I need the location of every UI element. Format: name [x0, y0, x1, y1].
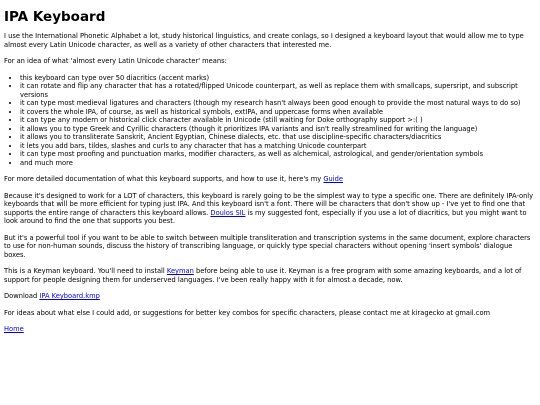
idea-lead-paragraph: For an idea of what 'almost every Latin Unicode character' means:	[4, 57, 227, 66]
list-item: • and much more	[20, 159, 535, 168]
home-link[interactable]: Home	[4, 325, 24, 334]
list-item: • it can type most medieval ligatures and characters (though my research hasn't always been good enough to provide the most natural ways to do so)	[20, 99, 535, 108]
guide-paragraph	[4, 175, 535, 184]
keyman-text-after: before being able to use it. Keyman is a free program with some amazing keyboards, and a lot of support for people designing them for underserved languages. I've been really happy with it for almost a decade, now.	[4, 267, 522, 284]
caveat-text-after: is my suggested font, especially if you use a lot of diacritics, but you might want to look around to find the one that supports you best.	[4, 208, 527, 226]
caveat-text-before: Because it's designed to work for a LOT of characters, this keyboard is rarely going to be the simplest way to type a specific one. There are definitely IPA-only keyboards that will be more efficient for typing just IPA. And this keyboard isn't a font. There will be characters that don't show up - I've yet to find one that supports the entire range of characters this keyboard allows.	[4, 191, 534, 217]
download-link[interactable]: IPA Keyboard.kmp	[39, 292, 100, 301]
list-item: • it can type most proofing and punctuation marks, modifier characters, as well as alchemical, astrological, and gender/orientation symbols	[20, 150, 535, 159]
list-item: • this keyboard can type over 50 diacritics (accent marks)	[20, 74, 535, 83]
contact-paragraph: For ideas about what else I could add, or suggestions for better key combos for specific characters, please contact me at kiragecko at gmail.com	[4, 308, 491, 317]
home-paragraph	[4, 325, 535, 334]
feature-list	[4, 74, 535, 168]
doulos-sil-link[interactable]: Doulos SIL	[210, 208, 246, 217]
keyman-text-before: This is a Keyman keyboard. You'll need to install	[4, 267, 167, 276]
keyman-paragraph	[4, 267, 535, 284]
caveat-paragraph	[4, 192, 535, 226]
page-title: IPA Keyboard	[4, 9, 106, 25]
list-item: • it covers the whole IPA, of course, as well as historical symbols, extIPA, and uppercase forms when available	[20, 108, 535, 117]
powerful-tool-paragraph: But it's a powerful tool if you want to be able to switch between multiple transliteration and transcription systems in the same document, explore characters to use for non-human sounds, discuss the history of transcribing language, or quickly type special characters without opening 'insert symbols' dialogue boxes.	[4, 233, 531, 259]
list-item: • it allows you to transliterate Sanskrit, Ancient Egyptian, Chinese dialects, etc. that use discipline-specific characters/diacritics	[20, 133, 535, 142]
list-item: • it allows you to type Greek and Cyrillic characters (though it prioritizes IPA variants and isn't really streamlined for writing the language)	[20, 125, 535, 134]
download-paragraph	[4, 292, 535, 301]
list-item: • it can rotate and flip any character that has a rotated/flipped Unicode counterpart, as well as replace them with smallcaps, supersript, and subscript versions	[20, 82, 535, 99]
list-item: • it lets you add bars, tildes, slashes and curls to any character that has a matching Unicode counterpart	[20, 142, 535, 151]
download-label: Download	[4, 292, 40, 301]
list-item: • it can type any modern or historical click character available in Unicode (still waiting for Doke orthography support >:( )	[20, 116, 535, 125]
guide-text: For more detailed documentation of what this keyboard supports, and how to use it, here's my	[4, 175, 324, 184]
intro-paragraph: I use the International Phonetic Alphabet a lot, study historical linguistics, and create conlags, so I designed a keyboard layout that would allow me to type almost every Latin Unicode character, as well as a variety of other characters that interested me.	[4, 32, 524, 49]
keyman-link[interactable]: Keyman	[166, 267, 194, 276]
guide-link[interactable]: Guide	[323, 175, 344, 184]
